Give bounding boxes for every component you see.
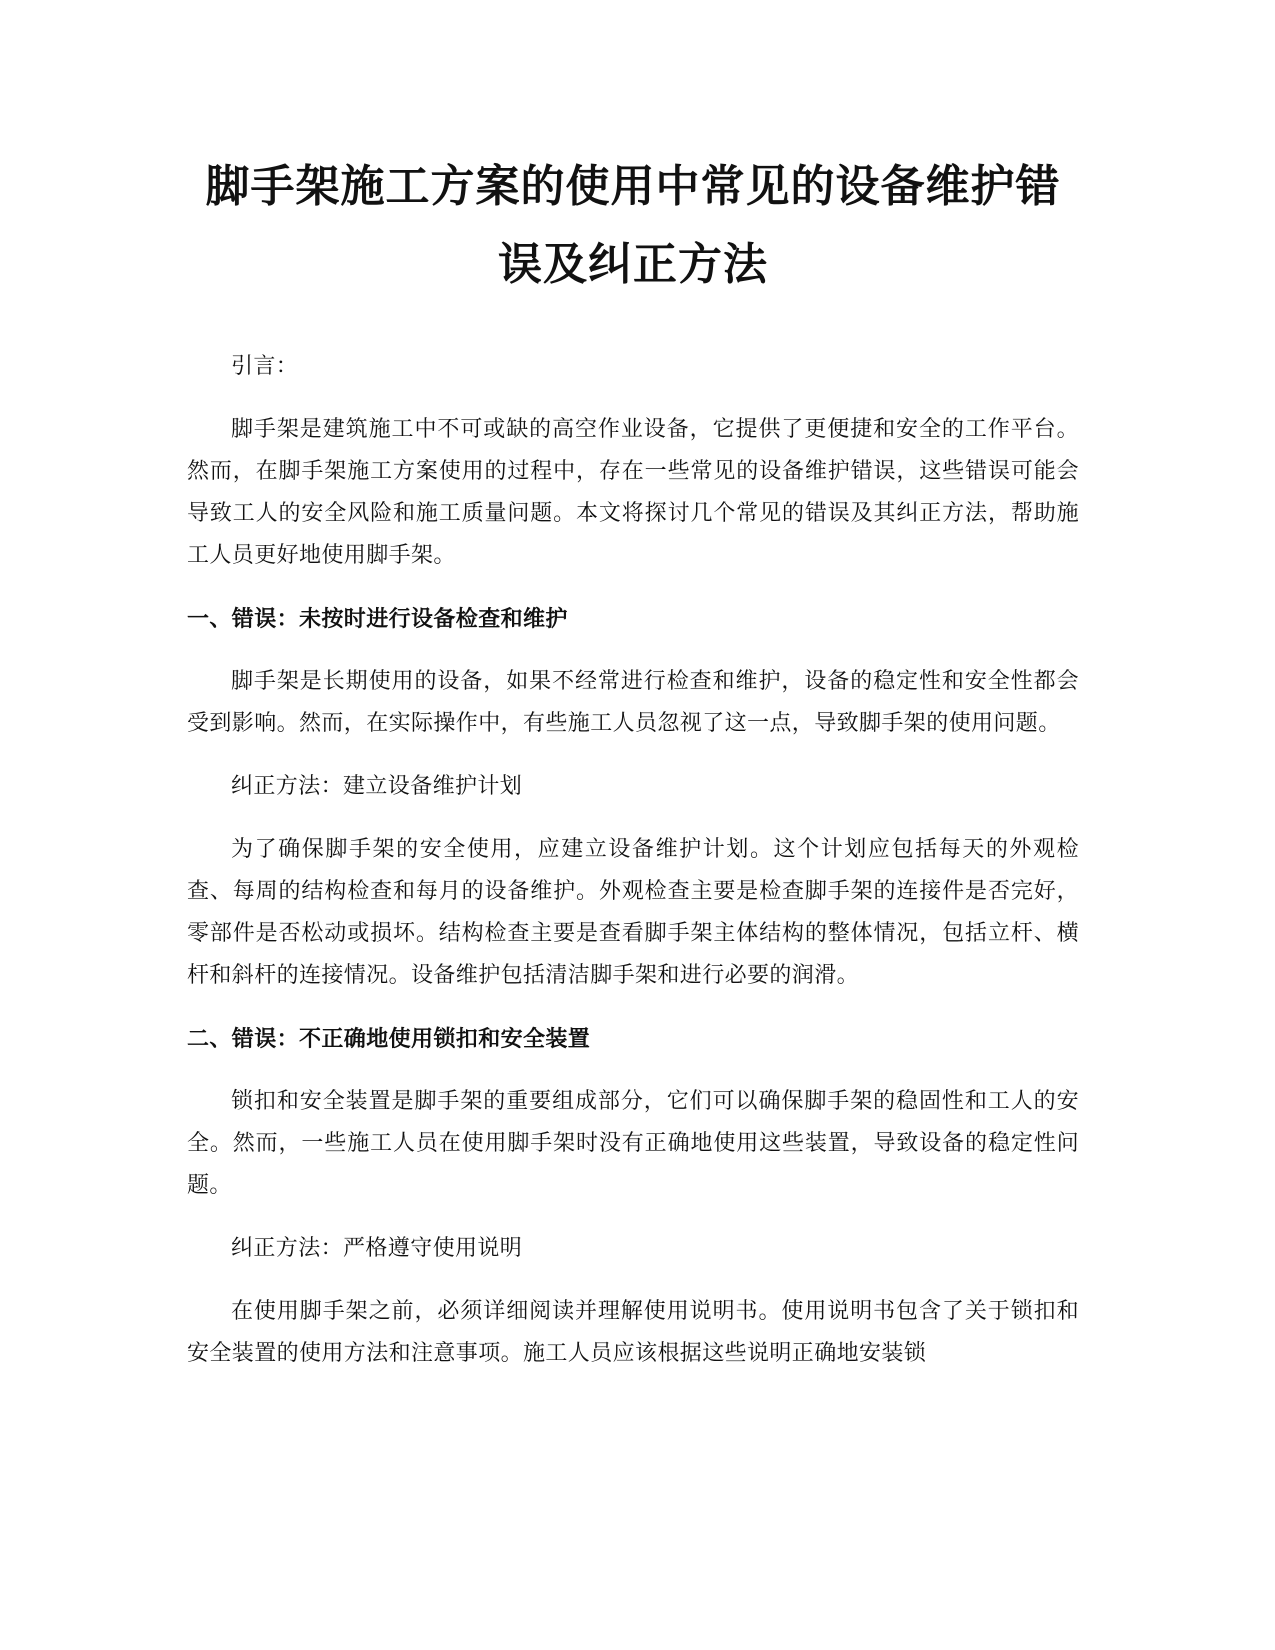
document-title-line-1: 脚手架施工方案的使用中常见的设备维护错	[205, 161, 1061, 212]
section-1-heading: 一、错误：未按时进行设备检查和维护	[187, 607, 568, 632]
section-1-description: 脚手架是长期使用的设备，如果不经常进行检查和维护，设备的稳定性和安全性都会受到影响。然而，在实际操作中，有些施工人员忽视了这一点，导致脚手架的使用问题。	[187, 669, 1079, 736]
section-2-fix-label: 纠正方法：严格遵守使用说明	[231, 1236, 523, 1261]
section-1-fix-label: 纠正方法：建立设备维护计划	[231, 774, 523, 799]
document-title-line-2: 误及纠正方法	[498, 239, 768, 290]
section-2-description: 锁扣和安全装置是脚手架的重要组成部分，它们可以确保脚手架的稳固性和工人的安全。然而，一些施工人员在使用脚手架时没有正确地使用这些装置，导致设备的稳定性问题。	[187, 1089, 1079, 1198]
section-2-heading: 二、错误：不正确地使用锁扣和安全装置	[187, 1027, 591, 1052]
document-title	[187, 148, 1079, 304]
intro-label: 引言：	[231, 354, 299, 379]
section-2-fix-body: 在使用脚手架之前，必须详细阅读并理解使用说明书。使用说明书包含了关于锁扣和安全装置的使用方法和注意事项。施工人员应该根据这些说明正确地安装锁	[187, 1299, 1079, 1366]
section-1-fix-body: 为了确保脚手架的安全使用，应建立设备维护计划。这个计划应包括每天的外观检查、每周的结构检查和每月的设备维护。外观检查主要是检查脚手架的连接件是否完好，零部件是否松动或损坏。结构检查主要是查看脚手架主体结构的整体情况，包括立杆、横杆和斜杆的连接情况。设备维护包括清洁脚手架和进行必要的润滑。	[187, 837, 1079, 988]
intro-paragraph: 脚手架是建筑施工中不可或缺的高空作业设备，它提供了更便捷和安全的工作平台。然而，在脚手架施工方案使用的过程中，存在一些常见的设备维护错误，这些错误可能会导致工人的安全风险和施工质量问题。本文将探讨几个常见的错误及其纠正方法，帮助施工人员更好地使用脚手架。	[187, 417, 1079, 568]
